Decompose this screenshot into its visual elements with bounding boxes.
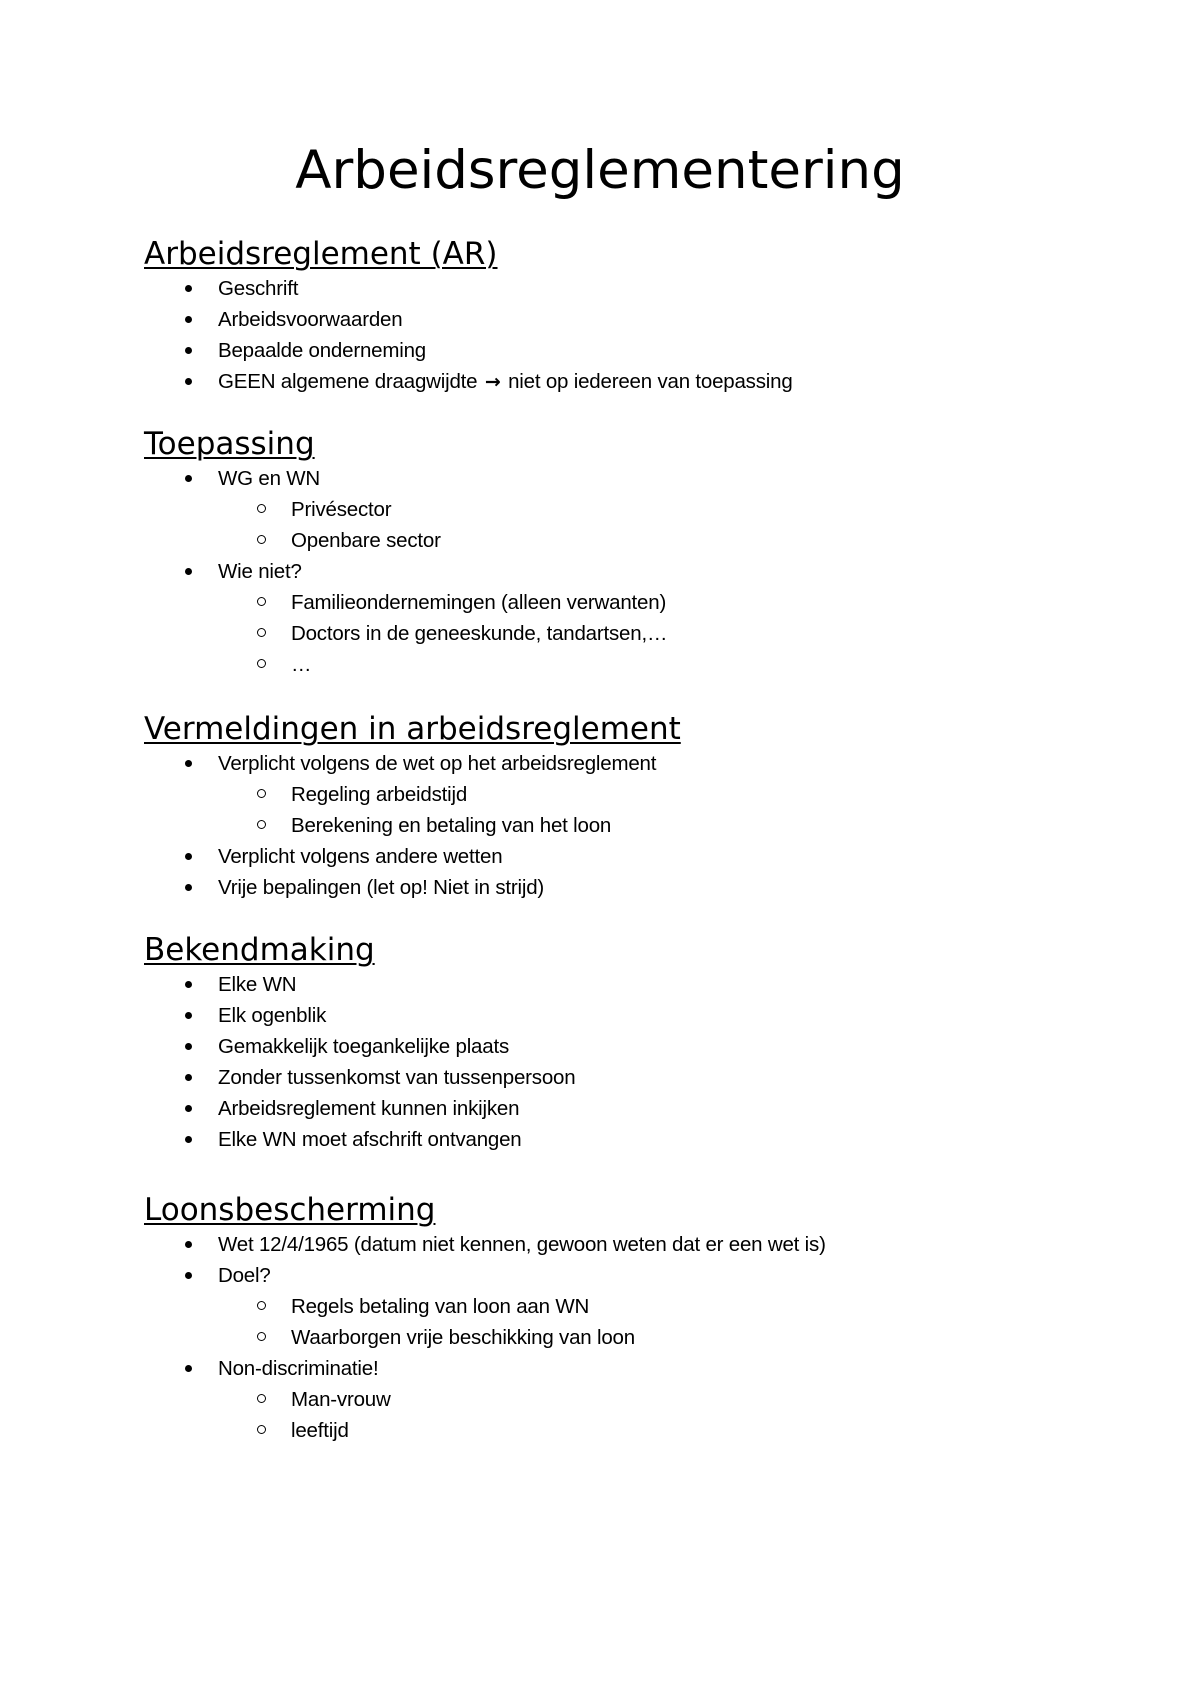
- list-item-text: WG en WN: [144, 463, 667, 494]
- sub-list: [144, 494, 667, 556]
- list-item-text: Elke WN moet afschrift ontvangen: [144, 1124, 575, 1155]
- sub-list-item: Berekening en betaling van het loon: [144, 810, 681, 841]
- list-item-text-before: GEEN algemene draagwijdte: [218, 370, 478, 393]
- list-item-text: Elk ogenblik: [144, 1000, 575, 1031]
- list-item: [144, 1093, 575, 1124]
- list-item: [144, 556, 667, 680]
- bullet-list: [144, 273, 793, 397]
- section-loonsbescherming: [144, 1191, 826, 1446]
- list-item: [144, 335, 793, 366]
- sub-list-item: Familieondernemingen (alleen verwanten): [144, 587, 667, 618]
- list-item-text: Zonder tussenkomst van tussenpersoon: [144, 1062, 575, 1093]
- list-item-text: Bepaalde onderneming: [144, 335, 793, 366]
- section-toepassing: [144, 425, 667, 680]
- list-item: [144, 304, 793, 335]
- arrow-right-icon: →: [484, 371, 501, 393]
- list-item: [144, 969, 575, 1000]
- list-item-text: Verplicht volgens de wet op het arbeidsreglement: [144, 748, 681, 779]
- list-item-text-after: niet op iedereen van toepassing: [508, 370, 793, 393]
- section-bekendmaking: [144, 931, 575, 1155]
- list-item-text: Elke WN: [144, 969, 575, 1000]
- section-heading: Vermeldingen in arbeidsreglement: [144, 711, 681, 747]
- list-item: [144, 1000, 575, 1031]
- sub-list-item: Openbare sector: [144, 525, 667, 556]
- sub-list: [144, 1291, 826, 1353]
- list-item: [144, 841, 681, 872]
- list-item-text: Arbeidsreglement kunnen inkijken: [144, 1093, 575, 1124]
- sub-list: [144, 779, 681, 841]
- bullet-list: [144, 969, 575, 1155]
- sub-list-item: Regeling arbeidstijd: [144, 779, 681, 810]
- list-item: [144, 1124, 575, 1155]
- list-item-text: Doel?: [144, 1260, 826, 1291]
- sub-list-item: leeftijd: [144, 1415, 826, 1446]
- list-item: [144, 1353, 826, 1446]
- list-item-text: Arbeidsvoorwaarden: [144, 304, 793, 335]
- sub-list-item: …: [144, 649, 667, 680]
- section-heading: Bekendmaking: [144, 932, 375, 968]
- list-item: [144, 1229, 826, 1260]
- section-heading: Arbeidsreglement (AR): [144, 236, 498, 272]
- list-item: [144, 366, 793, 397]
- list-item-text: Geschrift: [144, 273, 793, 304]
- list-item: [144, 463, 667, 556]
- list-item-text: [144, 366, 793, 397]
- list-item: [144, 872, 681, 903]
- document-title: Arbeidsreglementering: [295, 140, 905, 201]
- section-heading: Loonsbescherming: [144, 1192, 436, 1228]
- bullet-list: [144, 748, 681, 903]
- bullet-list: [144, 463, 667, 680]
- sub-list: [144, 1384, 826, 1446]
- list-item: [144, 1062, 575, 1093]
- list-item-text: Wie niet?: [144, 556, 667, 587]
- sub-list-item: Waarborgen vrije beschikking van loon: [144, 1322, 826, 1353]
- list-item-text: Vrije bepalingen (let op! Niet in strijd): [144, 872, 681, 903]
- bullet-list: [144, 1229, 826, 1446]
- section-heading: Toepassing: [144, 426, 315, 462]
- list-item: [144, 1260, 826, 1353]
- sub-list-item: Regels betaling van loon aan WN: [144, 1291, 826, 1322]
- list-item: [144, 1031, 575, 1062]
- sub-list-item: Privésector: [144, 494, 667, 525]
- list-item-text: Gemakkelijk toegankelijke plaats: [144, 1031, 575, 1062]
- sub-list-item: Doctors in de geneeskunde, tandartsen,…: [144, 618, 667, 649]
- list-item-text: Wet 12/4/1965 (datum niet kennen, gewoon weten dat er een wet is): [144, 1229, 826, 1260]
- section-arbeidsreglement: [144, 235, 793, 397]
- list-item: [144, 748, 681, 841]
- sub-list-item: Man-vrouw: [144, 1384, 826, 1415]
- list-item: [144, 273, 793, 304]
- list-item-text: Non-discriminatie!: [144, 1353, 826, 1384]
- section-vermeldingen: [144, 710, 681, 903]
- sub-list: [144, 587, 667, 680]
- list-item-text: Verplicht volgens andere wetten: [144, 841, 681, 872]
